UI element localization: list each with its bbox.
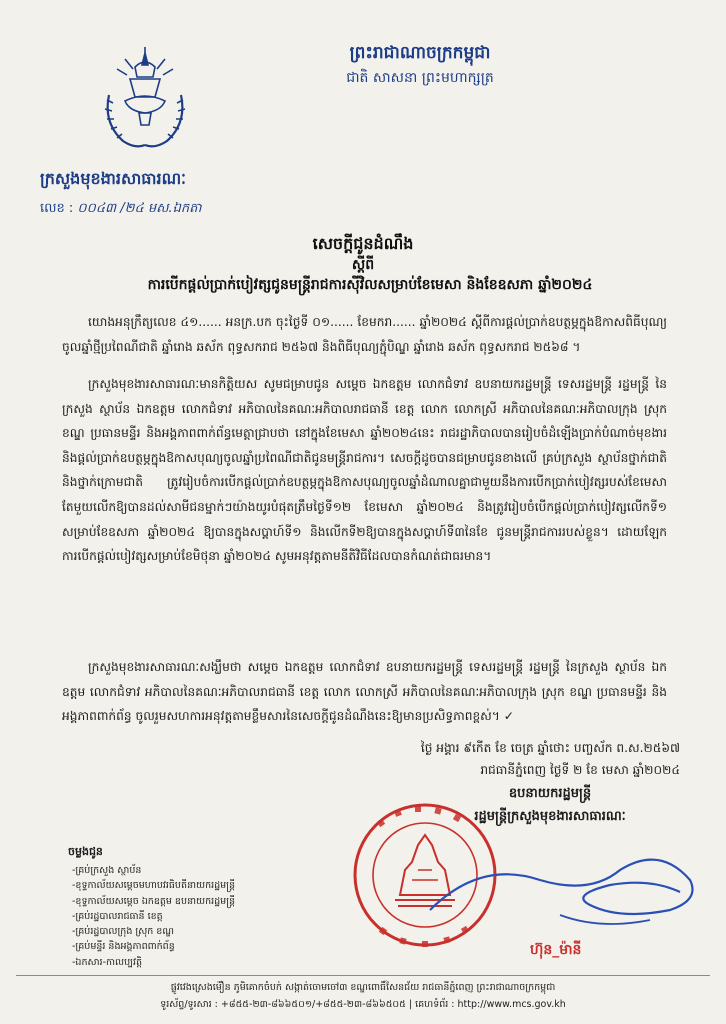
footer-divider	[16, 975, 710, 976]
ministry-name: ក្រសួងមុខងារសាធារណៈ	[40, 169, 186, 188]
cc-heading: ចម្លងជូន	[68, 845, 103, 858]
cc-item: -គ្រប់រដ្ឋបាលក្រុង ស្រុក ខណ្ឌ	[72, 926, 174, 938]
solar-date: រាជធានីភ្នំពេញ ថ្ងៃទី ២ ខែ មេសា ឆ្នាំ២០២៤	[480, 763, 680, 777]
reference-number: ០០៤៣ /២៤ មស.ឯកតា	[77, 201, 202, 216]
national-motto: ជាតិ សាសនា ព្រះមហាក្សត្រ	[346, 70, 494, 86]
cc-item: -គ្រប់មន្ទីរ និងអង្គភាពពាក់ព័ន្ធ	[72, 941, 175, 953]
kingdom-heading: ព្រះរាជាណាចក្រកម្ពុជា	[349, 43, 491, 63]
signatory-title-2: រដ្ឋមន្ត្រីក្រសួងមុខងារសាធារណៈ	[474, 809, 626, 824]
signatory-title-1: ឧបនាយករដ្ឋមន្ត្រី	[508, 786, 592, 801]
royal-emblem-icon	[95, 45, 195, 155]
notice-title: សេចក្តីជូនដំណឹង	[312, 234, 414, 253]
footer-contact: ទូរស័ព្ទ/ទូរសារ : +៨៥៥-២៣-៨៦៦៥០១/+៨៥៥-២៣-៨៦៦៥០៥ | គេហទំព័រ : http://www.mcs.gov.kh	[160, 999, 566, 1010]
signatory-name: ហ៊ុន_ម៉ានី	[530, 942, 582, 958]
paragraph-main: ក្រសួងមុខងារសាធារណៈមានកិត្តិយស សូមជម្រាបជូន សម្តេច ឯកឧត្តម លោកជំទាវ ឧបនាយករដ្ឋមន្ត្រី ទេសរដ្ឋមន្ត្រី រដ្ឋមន្ត្រី នៃក្រសួង ស្ថាប័ន ឯកឧត្តម លោកជំទាវ អភិបាលនៃគណៈអភិបាលរាជធានី ខេត្ត លោក លោកស្រី អភិបាលនៃគណៈអភិបាលក្រុង ស្រុក ខណ្ឌ ប្រធានមន្ទីរ និងអង្គភាពពាក់ព័ន្ធមេត្តាជ្រាបថា នៅក្នុងខែមេសា ឆ្នាំ២០២៤នេះ រាជរដ្ឋាភិបាលបានរៀបចំដំឡើងប្រាក់បំណាច់មុខងារ និងផ្តល់ប្រាក់ឧបត្ថម្ភក្នុងឱកាសបុណ្យចូលឆ្នាំប្រពៃណីជាតិជូនមន្ត្រីរាជការ។ សេចក្តីដូចបានជម្រាបជូនខាងលើ គ្រប់ក្រសួង ស្ថាប័នថ្នាក់ជាតិ និងថ្នាក់ក្រោមជាតិ ត្រូវរៀបចំការបើកផ្តល់ប្រាក់ឧបត្ថម្ភក្នុងឱកាសបុណ្យចូលឆ្នាំដំណាលគ្នាជាមួយនឹងការបើកប្រាក់បៀវត្សរបស់ខែមេសាតែមួយលើកឱ្យបានដល់សាមីជនម្នាក់ៗយ៉ាងយូរបំផុតត្រឹមថ្ងៃទី១២ ខែមេសា ឆ្នាំ២០២៤ និងត្រូវរៀបចំបើកផ្តល់ប្រាក់បៀវត្សលើកទី១ សម្រាប់ខែឧសភា ឆ្នាំ២០២៤ ឱ្យបានក្នុងសប្តាហ៍ទី១ និងលើកទី២ឱ្យបានក្នុងសប្តាហ៍ទី៣នៃខែ ជូនមន្ត្រីរាជការរបស់ខ្លួន។ ដោយឡែកការបើកផ្តល់បៀវត្សសម្រាប់ខែមិថុនា ឆ្នាំ២០២៤ សូមអនុវត្តតាមនីតិវិធីដែលបានកំណត់ជាធរមាន។	[62, 377, 667, 564]
cc-list	[72, 863, 235, 970]
cc-item: -ខុទ្ទកាល័យសម្តេច ឯកឧត្តម ឧបនាយករដ្ឋមន្ត្រី	[72, 895, 236, 907]
reference-prefix: លេខ :	[40, 201, 74, 216]
regarding-label: ស្តីពី	[351, 257, 375, 273]
reference-line	[40, 200, 201, 219]
paragraph-closing: ក្រសួងមុខងារសាធារណៈសង្ឃឹមថា សម្តេច ឯកឧត្តម លោកជំទាវ ឧបនាយករដ្ឋមន្ត្រី ទេសរដ្ឋមន្ត្រី រដ្ឋមន្ត្រី នៃក្រសួង ស្ថាប័ន ឯកឧត្តម លោកជំទាវ អភិបាលនៃគណៈអភិបាលរាជធានី ខេត្ត លោក លោកស្រី អភិបាលនៃគណៈអភិបាលក្រុង ស្រុក ខណ្ឌ ប្រធានមន្ទីរ និងអង្គភាពពាក់ព័ន្ធ ចូលរួមសហការអនុវត្តតាមខ្លឹមសារនៃសេចក្តីជូនដំណឹងនេះឱ្យមានប្រសិទ្ធភាពខ្ពស់។ ✓	[62, 660, 667, 724]
footer-address: ផ្លូវវេងស្រេងម៉ឿន ភូមិគោកចំបក់ សង្កាត់ចោមចៅ៣ ខណ្ឌពោធិ៍សែនជ័យ រាជធានីភ្នំពេញ ព្រះរាជាណាចក្រកម្ពុជា	[170, 982, 556, 993]
cc-item: -ឯកសារ-កាលប្បវត្តិ	[72, 956, 142, 968]
cc-item: -ខុទ្ទកាល័យសម្តេចមហាបវរធិបតីនាយករដ្ឋមន្ត្រី	[72, 880, 236, 892]
lunar-date: ថ្ងៃ អង្គារ ៩កើត ខែ ចេត្រ ឆ្នាំថោះ បញ្ចស័ក ព.ស.២៥៦៧	[420, 741, 680, 755]
paragraph-reference: យោងអនុក្រឹត្យលេខ ៤១...... អនក្រ.បក ចុះថ្ងៃទី ០១...... ខែមករា...... ឆ្នាំ២០២៤ ស្តីពីការផ្តល់ប្រាក់ឧបត្ថម្ភក្នុងឱកាសពិធីបុណ្យចូលឆ្នាំថ្មីប្រពៃណីជាតិ ឆ្នាំរោង ឆស័ក ពុទ្ធសករាជ ២៥៦៧ និងពិធីបុណ្យភ្ជុំបិណ្ឌ ឆ្នាំរោង ឆស័ក ពុទ្ធសករាជ ២៥៦៨ ។	[62, 315, 667, 354]
subject-title: ការបើកផ្តល់ប្រាក់បៀវត្សជូនមន្ត្រីរាជការស៊ីវិលសម្រាប់ខែមេសា និងខែឧសភា ឆ្នាំ២០២៤	[147, 277, 593, 293]
cc-item: -គ្រប់រដ្ឋបាលរាជធានី ខេត្ត	[72, 910, 163, 922]
cc-item: -គ្រប់ក្រសួង ស្ថាប័ន	[72, 865, 142, 876]
